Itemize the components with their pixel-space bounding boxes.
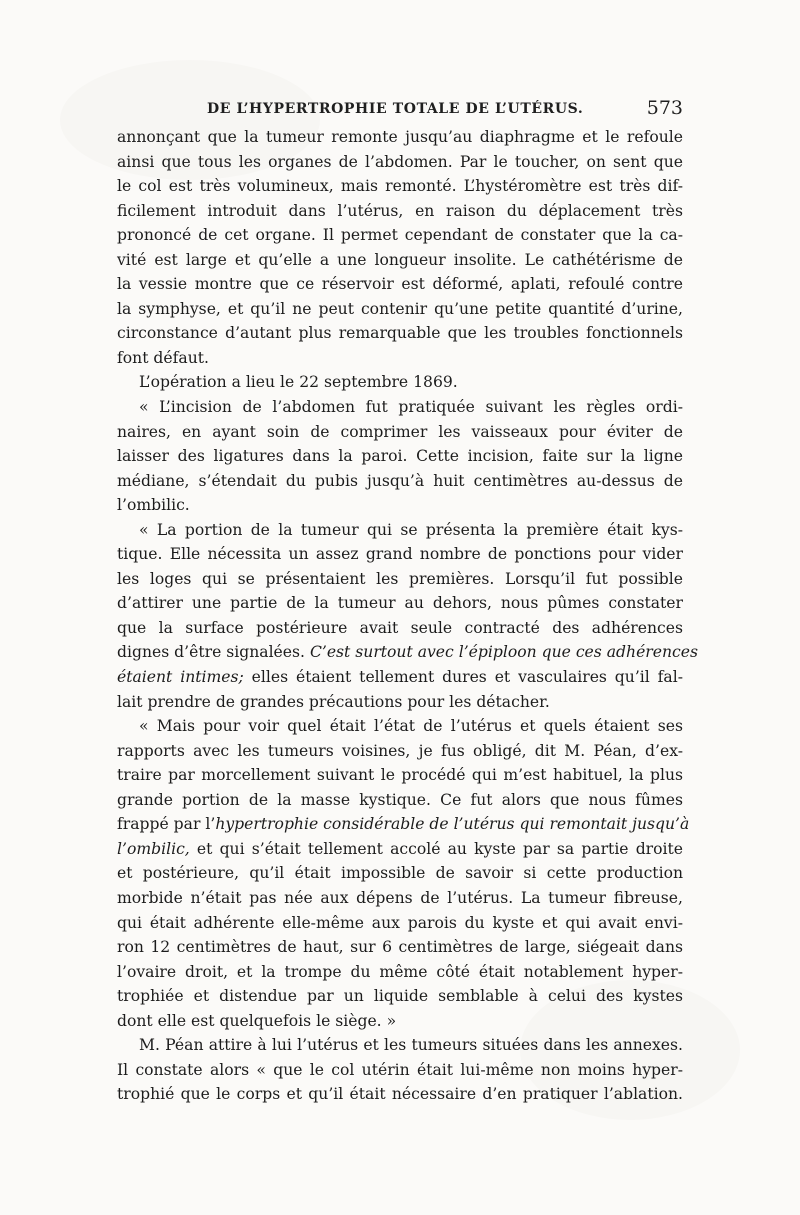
- text-span: frappé par l’: [117, 815, 216, 834]
- paragraph-tumor-portion: [117, 518, 698, 714]
- italic-phrase: étaient intimes;: [117, 668, 244, 687]
- text-line: laisser des ligatures dans la paroi. Cette incision, faite sur la ligne: [117, 447, 683, 466]
- text-line: circonstance d’autant plus remarquable que les troubles fonctionnels: [117, 324, 683, 343]
- text-line: M. Péan attire à lui l’utérus et les tumeurs situées dans les annexes.: [139, 1036, 683, 1055]
- italic-phrase: l’ombilic,: [117, 839, 190, 858]
- paragraph-morcellement: [117, 714, 690, 1033]
- text-line: grande portion de la masse kystique. Ce fut alors que nous fûmes: [117, 790, 683, 809]
- text-line: vité est large et qu’elle a une longueur insolite. Le cathétérisme de: [117, 250, 683, 269]
- paragraph-incision: [117, 395, 683, 518]
- text-line: le col est très volumineux, mais remonté. L’hystéromètre est très dif-: [117, 177, 683, 196]
- text-line: [117, 640, 698, 665]
- body-text: [117, 125, 698, 1107]
- text-line: annonçant que la tumeur remonte jusqu’au diaphragme et le refoule: [117, 128, 683, 146]
- text-span: et qui s’était tellement accolé au kyste par sa partie droite: [189, 839, 683, 858]
- text-line: médiane, s’étendait du pubis jusqu’à huit centimètres au-dessus de: [117, 471, 683, 490]
- text-line: traire par morcellement suivant le procédé qui m’est habituel, la plus: [117, 766, 683, 785]
- text-line: font défaut.: [117, 348, 209, 367]
- paragraph-pean-ablation: [117, 1033, 683, 1107]
- text-line: [117, 665, 683, 690]
- text-line: et postérieure, qu’il était impossible de savoir si cette production: [117, 864, 683, 883]
- italic-phrase: hypertrophie considérable de l’utérus qui remontait jusqu’à: [215, 815, 690, 834]
- italic-phrase: C’est surtout avec l’épiploon que ces adhérences: [309, 643, 698, 662]
- text-line: la symphyse, et qu’il ne peut contenir qu’une petite quantité d’urine,: [117, 299, 683, 318]
- text-line: Il constate alors « que le col utérin était lui-même non moins hyper-: [117, 1060, 683, 1079]
- text-line: morbide n’était pas née aux dépens de l’utérus. La tumeur fibreuse,: [117, 888, 683, 907]
- text-line: l’ovaire droit, et la trompe du même côté était notablement hyper-: [117, 962, 683, 981]
- paragraph-continuation: [117, 125, 683, 370]
- text-line: « L’incision de l’abdomen fut pratiquée suivant les règles ordi-: [139, 398, 683, 417]
- text-line: ficilement introduit dans l’utérus, en raison du déplacement très: [117, 201, 683, 220]
- text-line: trophié que le corps et qu’il était nécessaire d’en pratiquer l’ablation.: [117, 1085, 683, 1104]
- text-line: [117, 837, 683, 862]
- text-line: L’opération a lieu le 22 septembre 1869.: [139, 373, 458, 392]
- text-line: [117, 812, 690, 837]
- text-line: « Mais pour voir quel était l’état de l’utérus et quels étaient ses: [139, 717, 683, 736]
- page-header: [117, 97, 683, 123]
- page-number: 573: [646, 97, 683, 119]
- running-title: DE L’HYPERTROPHIE TOTALE DE L’UTÉRUS.: [207, 101, 584, 117]
- text-line: ainsi que tous les organes de l’abdomen. Par le toucher, on sent que: [117, 152, 683, 171]
- text-span: dignes d’être signalées.: [117, 643, 310, 662]
- text-line: rapports avec les tumeurs voisines, je fus obligé, dit M. Péan, d’ex-: [117, 741, 683, 760]
- text-line: « La portion de la tumeur qui se présenta la première était kys-: [139, 520, 683, 539]
- text-line: qui était adhérente elle-même aux parois du kyste et qui avait envi-: [117, 913, 683, 932]
- text-line: les loges qui se présentaient les premières. Lorsqu’il fut possible: [117, 569, 683, 588]
- text-line: dont elle est quelquefois le siège. »: [117, 1011, 397, 1030]
- text-line: la vessie montre que ce réservoir est déformé, aplati, refoulé contre: [117, 275, 683, 294]
- text-line: ron 12 centimètres de haut, sur 6 centimètres de large, siégeait dans: [117, 938, 683, 957]
- text-line: que la surface postérieure avait seule contracté des adhérences: [117, 618, 683, 637]
- text-line: naires, en ayant soin de comprimer les vaisseaux pour éviter de: [117, 422, 683, 441]
- text-line: tique. Elle nécessita un assez grand nombre de ponctions pour vider: [117, 545, 683, 564]
- text-line: lait prendre de grandes précautions pour les détacher.: [117, 692, 550, 711]
- paragraph-operation-date: [117, 370, 683, 395]
- text-line: prononcé de cet organe. Il permet cependant de constater que la ca-: [117, 226, 683, 245]
- text-span: elles étaient tellement dures et vasculaires qu’il fal-: [243, 668, 683, 687]
- text-line: l’ombilic.: [117, 496, 190, 515]
- text-line: trophiée et distendue par un liquide semblable à celui des kystes: [117, 987, 683, 1006]
- text-line: d’attirer une partie de la tumeur au dehors, nous pûmes constater: [117, 594, 683, 613]
